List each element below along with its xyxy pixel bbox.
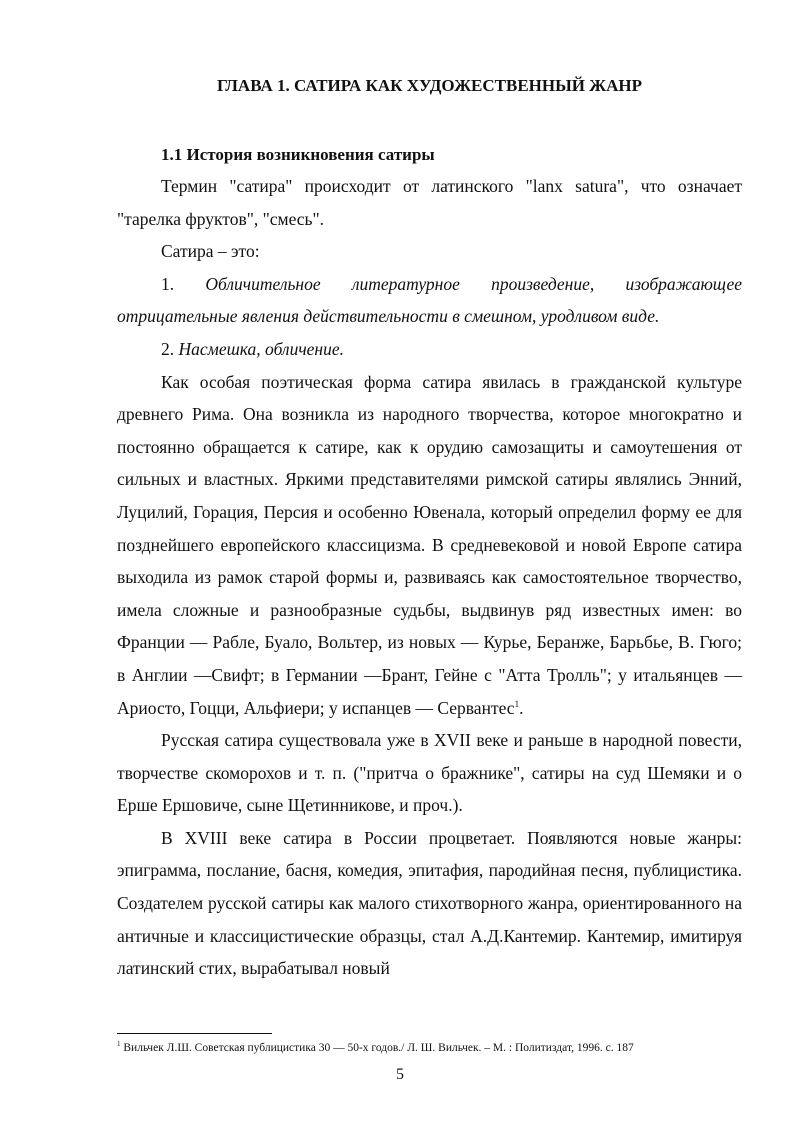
paragraph-russian-satire: Русская сатира существовала уже в XVII веке и раньше в народной повести, творчестве скоморохов и т. п. ("притча о бражнике", сатиры на суд Шемяки и о Ерше Ершовиче, сыне Щетинникове, и проч.). bbox=[117, 730, 742, 816]
paragraph-history-rome bbox=[117, 366, 742, 725]
body-text bbox=[117, 170, 742, 985]
footnote-divider bbox=[117, 1033, 272, 1034]
paragraph-definition-intro: Сатира – это: bbox=[161, 241, 260, 262]
paragraph-history-rome-text: Как особая поэтическая форма сатира явилась в гражданской культуре древнего Рима. Она возникла из народного творчества, которое многократно и постоянно обращается к сатире, как к орудию самозащиты и самоутешения от сильных и властных. Яркими представителями римской сатиры являлись Энний, Луцилий, Горация, Персия и особенно Ювенала, который определил форму ее для позднейшего европейского классицизма. В средневековой и новой Европе сатира выходила из рамок старой формы и, развиваясь как самостоятельное творчество, имела сложные и разнообразные судьбы, выдвинув ряд известных имен: во Франции — Рабле, Буало, Вольтер, из новых — Курье, Беранже, Барьбье, В. Гюго; в Англии —Свифт; в Германии —Брант, Гейне с "Атта Тролль"; у итальянцев — Ариосто, Гоцци, Альфиери; у испанцев — Сервантес bbox=[117, 371, 742, 718]
paragraph-18th-century: В XVIII веке сатира в России процветает. Появляются новые жанры: эпиграмма, послание, басня, комедия, эпитафия, пародийная песня, публицистика. Создателем русской сатиры как малого стихотворного жанра, ориентированного на античные и классицистические образцы, стал А.Д.Кантемир. Кантемир, имитируя латинский стих, вырабатывал новый bbox=[117, 827, 742, 979]
definition-item-1-text: Обличительное литературное произведение, изображающее отрицательные явления действительности в смешном, уродливом виде. bbox=[117, 273, 742, 327]
definition-item-1-number: 1. bbox=[161, 273, 175, 294]
definition-item-2-number: 2. bbox=[161, 338, 175, 359]
definition-item-1 bbox=[117, 268, 742, 333]
footnote-reference[interactable]: 1 bbox=[514, 698, 520, 709]
section-title: 1.1 История возникновения сатиры bbox=[161, 145, 435, 164]
footnote-text: Вильчек Л.Ш. Советская публицистика 30 — 50-х годов./ Л. Ш. Вильчек. – М. : Политиздат, 1996. с. 187 bbox=[123, 1042, 634, 1054]
page-number: 5 bbox=[396, 1066, 404, 1083]
definition-item-2-text: Насмешка, обличение. bbox=[178, 338, 345, 359]
chapter-title: ГЛАВА 1. САТИРА КАК ХУДОЖЕСТВЕННЫЙ ЖАНР bbox=[217, 76, 642, 95]
definition-item-2 bbox=[117, 333, 742, 366]
footnote-number: 1 bbox=[117, 1040, 121, 1049]
paragraph-etymology: Термин "сатира" происходит от латинского "lanx satura", что означает "тарелка фруктов", "смесь". bbox=[117, 176, 742, 229]
paragraph-history-rome-end: . bbox=[519, 697, 524, 718]
footnote bbox=[117, 1041, 742, 1055]
